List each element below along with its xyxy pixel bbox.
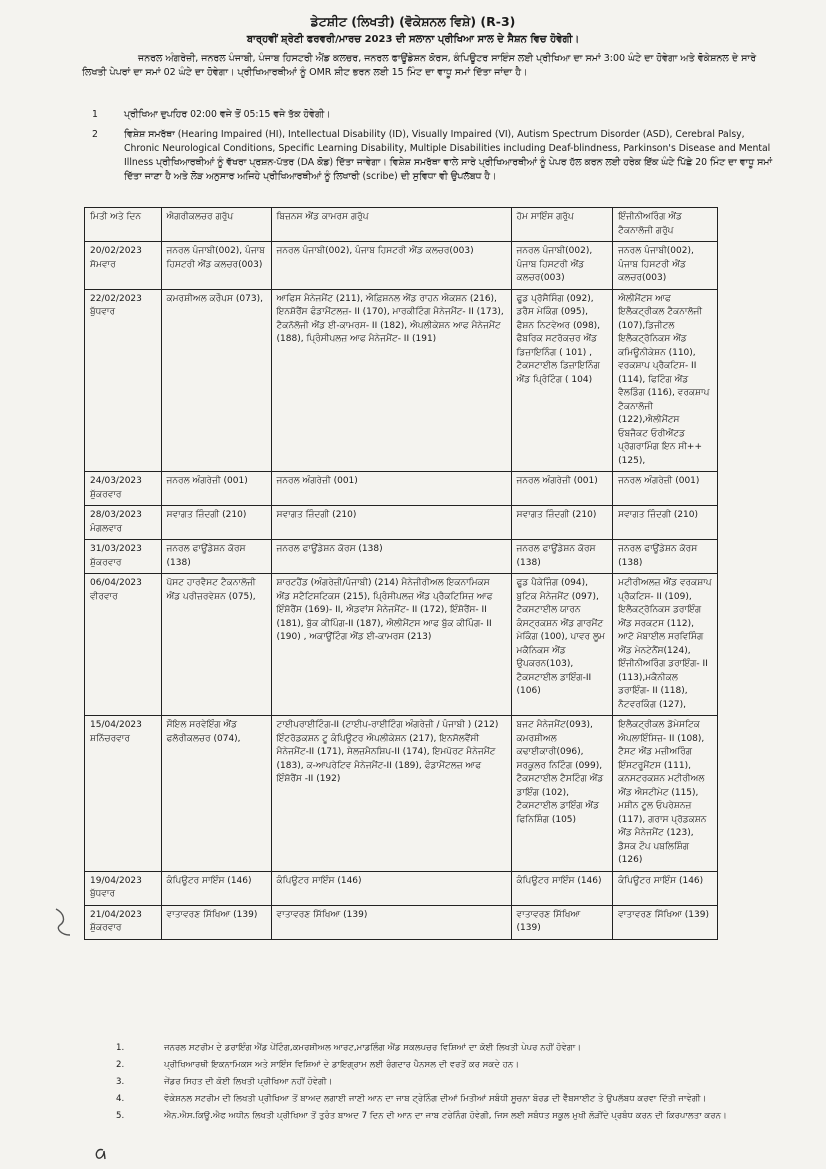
agriculture-cell: ਵਾਤਾਵਰਣ ਸਿੱਖਿਆ (139) bbox=[161, 905, 271, 939]
engineering-technology-cell: ਐਲੀਮੈਂਟਸ ਆਫ ਇਲੈਕਟ੍ਰੀਕਲ ਟੈਕਨਾਲੋਜੀ (107),ਡਿਜੀਟਲ ਇਲੈਕਟ੍ਰੋਨਿਕਸ ਐਂਡ ਕਮਿਊਨੀਕੇਸ਼ਨ (110), ਵਰਕਸ਼ਾਪ ਪ੍ਰੈਕਟਿਸ- II (114), ਫਿਟਿੰਗ ਐਂਡ ਵੈਲਡਿੰਗ (116), ਵਰਕਸ਼ਾਪ ਟੈਕਨਾਲੋਜੀ (122),ਐਲੀਮੈਂਟਸ ਓਬਜੈਕਟ ਓਰੀਐਂਟਡ ਪ੍ਰੋਗਰਾਮਿੰਗ ਇਨ ਸੀ++ (125), bbox=[613, 289, 718, 472]
header-home-science: ਹੋਮ ਸਾਇੰਸ ਗਰੁੱਪ bbox=[511, 208, 613, 242]
note-text: ਪ੍ਰੀਖਿਆ ਦੁਪਹਿਰ 02:00 ਵਜੇ ਤੋਂ 05:15 ਵਜੇ ਤੱਕ ਹੋਵੇਗੀ। bbox=[124, 109, 331, 120]
home-science-cell: ਫੂਡ ਪ੍ਰੋਸੈਸਿੰਗ (092), ਡਰੈਸ ਮੇਕਿੰਗ (095), ਫੈਸ਼ਨ ਨਿਟਵੇਅਰ (098), ਫੈਬਰਿਕ ਸਟਰੱਕਚਰ ਐਂਡ ਡਿਜ਼ਾਇਨਿੰਗ ( 101) , ਟੈਕਸਟਾਈਲ ਡਿਜ਼ਾਇਨਿੰਗ ਐਂਡ ਪ੍ਰਿੰਟਿੰਗ ( 104) bbox=[511, 289, 613, 472]
bottom-notes bbox=[80, 1042, 770, 1127]
table-row bbox=[85, 472, 718, 506]
header-business-commerce: ਬਿਜ਼ਨਸ ਐਂਡ ਕਾਮਰਸ ਗਰੁੱਪ bbox=[271, 208, 511, 242]
header-agriculture: ਐਗਰੀਕਲਚਰ ਗਰੁੱਪ bbox=[161, 208, 271, 242]
header-date: ਮਿਤੀ ਅਤੇ ਦਿਨ bbox=[85, 208, 162, 242]
intro-paragraph: ਜਨਰਲ ਅੰਗਰੇਜ਼ੀ, ਜਨਰਲ ਪੰਜਾਬੀ, ਪੰਜਾਬ ਹਿਸਟਰੀ ਐਂਡ ਕਲਚਰ, ਜਨਰਲ ਫਾਊਂਡੇਸ਼ਨ ਕੋਰਸ, ਕੰਪਿਊਟਰ ਸਾਇੰਸ ਲਈ ਪ੍ਰੀਖਿਆ ਦਾ ਸਮਾਂ 3:00 ਘੰਟੇ ਦਾ ਹੋਵੇਗਾ ਅਤੇ ਵੋਕੇਸ਼ਨਲ ਦੇ ਸਾਰੇ ਲਿਖਤੀ ਪੇਪਰਾਂ ਦਾ ਸਮਾਂ 02 ਘੰਟੇ ਦਾ ਹੋਵੇਗਾ। ਪ੍ਰੀਖਿਆਰਥੀਆਂ ਨੂੰ OMR ਸ਼ੀਟ ਭਰਨ ਲਈ 15 ਮਿੰਟ ਦਾ ਵਾਧੂ ਸਮਾਂ ਦਿੱਤਾ ਜਾਂਦਾ ਹੈ। bbox=[82, 53, 757, 78]
note-text: ਜੇਂਡਰ ਸਿਹਤ ਦੀ ਕੋਈ ਲਿਖਤੀ ਪ੍ਰੀਖਿਆ ਨਹੀਂ ਹੋਵੇਗੀ। bbox=[164, 1077, 333, 1087]
top-note bbox=[82, 108, 782, 122]
engineering-technology-cell: ਕੰਪਿਊਟਰ ਸਾਇੰਸ (146) bbox=[613, 871, 718, 905]
note-number: 2. bbox=[116, 1060, 125, 1070]
table-header-row bbox=[85, 208, 718, 242]
business-commerce-cell: ਕੰਪਿਊਟਰ ਸਾਇੰਸ (146) bbox=[271, 871, 511, 905]
bottom-note bbox=[80, 1110, 770, 1123]
home-science-cell: ਕੰਪਿਊਟਰ ਸਾਇੰਸ (146) bbox=[511, 871, 613, 905]
business-commerce-cell: ਆਫਿਸ ਮੈਨੇਜਮੈਂਟ (211), ਐਫ਼ਿਸ਼ਨਲ ਐਂਡ ਰਾਹਨ ਐਕਸ਼ਨ (216), ਇਨਸ਼ੋਰੈਂਸ ਫੰਡਾਮੈਂਟਲਜ਼- II (170), ਮਾਰਕੀਟਿੰਗ ਮੈਨੇਜਮੈਂਟ- II (173), ਟੈਕਨੋਲੋਜੀ ਐਂਡ ਈ-ਕਾਮਰਸ- II (182), ਐਪਲੀਕੇਸ਼ਨ ਆਫ ਮੈਨੇਜਮੈਂਟ (188), ਪ੍ਰਿੰਸੀਪਲਜ਼ ਆਫ ਮੈਨੇਜਮੈਂਟ- II (191) bbox=[271, 289, 511, 472]
bottom-note bbox=[80, 1093, 770, 1106]
note-text: ਪ੍ਰੀਖਿਆਰਥੀ ਇਕਨਾਮਿਕਸ ਅਤੇ ਸਾਇੰਸ ਵਿਸ਼ਿਆਂ ਦੇ ਡਾਇਗ੍ਰਾਮ ਲਈ ਰੰਗਦਾਰ ਪੈਨਸਲ ਦੀ ਵਰਤੋਂ ਕਰ ਸਕਦੇ ਹਨ। bbox=[164, 1060, 520, 1070]
agriculture-cell: ਸਵਾਗਤ ਜ਼ਿੰਦਗੀ (210) bbox=[161, 506, 271, 540]
agriculture-cell: ਜਨਰਲ ਫਾਊਂਡੇਸ਼ਨ ਕੋਰਸ (138) bbox=[161, 540, 271, 574]
agriculture-cell: ਜਨਰਲ ਪੰਜਾਬੀ(002), ਪੰਜਾਬ ਹਿਸਟਰੀ ਐਂਡ ਕਲਚਰ(003) bbox=[161, 242, 271, 290]
note-text: ਵੋਕੇਸ਼ਨਲ ਸਟਰੀਮ ਦੀ ਲਿਖਤੀ ਪ੍ਰੀਖਿਆ ਤੋਂ ਬਾਅਦ ਲਗਾਈ ਜਾਣੀ ਆਨ ਦਾ ਜਾਬ ਟ੍ਰੇਨਿੰਗ ਦੀਆਂ ਮਿਤੀਆਂ ਸਬੰਧੀ ਸੂਚਨਾ ਬੋਰਡ ਦੀ ਵੈੱਬਸਾਈਟ ਤੇ ਉਪਲੱਬਧ ਕਰਵਾ ਦਿੱਤੀ ਜਾਵੇਗੀ। bbox=[164, 1094, 707, 1104]
agriculture-cell: ਕਮਰਸ਼ੀਅਲ ਕਰੌਪਸ (073), bbox=[161, 289, 271, 472]
business-commerce-cell: ਜਨਰਲ ਅੰਗਰੇਜ਼ੀ (001) bbox=[271, 472, 511, 506]
top-notes bbox=[82, 108, 782, 190]
table-row bbox=[85, 871, 718, 905]
date-cell: 19/04/2023 ਬੁੱਧਵਾਰ bbox=[85, 871, 162, 905]
home-science-cell: ਜਨਰਲ ਫਾਊਂਡੇਸ਼ਨ ਕੋਰਸ (138) bbox=[511, 540, 613, 574]
agriculture-cell: ਪੋਸਟ ਹਾਰਵੈਸਟ ਟੈਕਨਾਲੋਜੀ ਐਂਡ ਪਰੀਜ਼ਰਵੇਸ਼ਨ (075), bbox=[161, 574, 271, 716]
note-text: ਐਨ.ਐਸ.ਕਿਊ.ਐਫ ਅਧੀਨ ਲਿਖਤੀ ਪ੍ਰੀਖਿਆ ਤੋਂ ਤੁਰੰਤ ਬਾਅਦ 7 ਦਿਨ ਦੀ ਆਨ ਦਾ ਜਾਬ ਟਰੇਨਿੰਗ ਹੋਵੇਗੀ, ਜਿਸ ਲਈ ਸਬੰਧਤ ਸਕੂਲ ਮੁਖੀ ਲੋੜੀਂਦੇ ਪ੍ਰਬੰਧ ਕਰਨ ਦੀ ਕਿਰਪਾਲਤਾ ਕਰਨ। bbox=[164, 1111, 727, 1121]
note-text: ਜਨਰਲ ਸਟਰੀਮ ਦੇ ਡਰਾਇੰਗ ਐਂਡ ਪੇਂਟਿੰਗ,ਕਮਰਸ਼ੀਅਲ ਆਰਟ,ਮਾਡਲਿੰਗ ਐਂਡ ਸਕਲਪਚਰ ਵਿਸ਼ਿਆਂ ਦਾ ਕੋਈ ਲਿਖਤੀ ਪੇਪਰ ਨਹੀਂ ਹੋਵੇਗਾ। bbox=[164, 1043, 582, 1053]
home-science-cell: ਵਾਤਾਵਰਣ ਸਿੱਖਿਆ (139) bbox=[511, 905, 613, 939]
business-commerce-cell: ਸ਼ਾਰਟਹੈਂਡ (ਅੰਗਰੇਜ਼ੀ/ਪੰਜਾਬੀ) (214) ਮੈਨੇਜੀਰੀਅਲ ਇਕਨਾਮਿਕਸ ਐਂਡ ਸਟੈਟਿਸਟਿਕਸ (215), ਪ੍ਰਿੰਸੀਪਲਜ਼ ਐਂਡ ਪ੍ਰੈਕਟਿਸਿਜ਼ ਆਫ ਇੰਸ਼ੋਰੈਂਸ (169)- II, ਐਡਵਾਂਸ ਮੈਨੇਜਮੈਂਟ- II (172), ਇੰਸ਼ੋਰੈਂਸ- II (181), ਬੁੱਕ ਕੀਪਿੰਗ-II (187), ਐਲੀਮੈਂਟਸ ਆਫ ਬੁੱਕ ਕੀਪਿੰਗ- II (190) , ਅਕਾਊਂਟਿੰਗ ਐਂਡ ਈ-ਕਾਮਰਸ (213) bbox=[271, 574, 511, 716]
date-cell: 24/03/2023 ਸ਼ੁੱਕਰਵਾਰ bbox=[85, 472, 162, 506]
business-commerce-cell: ਸਵਾਗਤ ਜ਼ਿੰਦਗੀ (210) bbox=[271, 506, 511, 540]
engineering-technology-cell: ਜਨਰਲ ਫਾਊਂਡੇਸ਼ਨ ਕੋਰਸ (138) bbox=[613, 540, 718, 574]
table-row bbox=[85, 506, 718, 540]
date-cell: 15/04/2023 ਸ਼ਨਿੱਚਰਵਾਰ bbox=[85, 716, 162, 872]
engineering-technology-cell: ਮਟੀਰੀਅਲਜ਼ ਐਂਡ ਵਰਕਸ਼ਾਪ ਪ੍ਰੈਕਟਿਸ- II (109), ਇਲੈਕਟ੍ਰੋਨਿਕਸ ਡਰਾਇੰਗ ਐਂਡ ਸਰਕਟਸ (112), ਆਟੋ ਮੋਬਾਈਲ ਸਰਵਿਸਿੰਗ ਐਂਡ ਮੇਨਟੇਨੈਂਸ(124), ਇੰਜੀਨੀਅਰਿੰਗ ਡਰਾਇੰਗ- II (113),ਮਕੈਨੀਕਲ ਡਰਾਇੰਗ- II (118), ਨੈਟਵਰਕਿੰਗ (127), bbox=[613, 574, 718, 716]
handwritten-initial-mark bbox=[92, 1145, 108, 1161]
business-commerce-cell: ਟਾਈਪਰਾਈਟਿੰਗ-II (ਟਾਈਪ-ਰਾਈਟਿੰਗ ਅੰਗਰੇਜ਼ੀ / ਪੰਜਾਬੀ ) (212) ਇੰਟਰੋਡਕਸ਼ਨ ਟੂ ਕੰਪਿਊਟਰ ਐਪਲੀਕੇਸ਼ਨ (217), ਇਨਸੋਲਵੈਂਸੀ ਮੈਨੇਜਮੈਂਟ-II (171), ਸੇਲਜ਼ਮੈਨਸ਼ਿਪ-II (174), ਇਮਪੋਰਟ ਮੈਨੇਜਮੈਂਟ (183), ਕ-ਆਪਰੇਟਿਵ ਮੈਨੇਜਮੈਂਟ-II (189), ਫੰਡਾਮੈਂਟਲਜ਼ ਆਫ ਇੰਸ਼ੋਰੈਂਸ -II (192) bbox=[271, 716, 511, 872]
date-cell: 21/04/2023 ਸ਼ੁੱਕਰਵਾਰ bbox=[85, 905, 162, 939]
engineering-technology-cell: ਵਾਤਾਵਰਣ ਸਿੱਖਿਆ (139) bbox=[613, 905, 718, 939]
agriculture-cell: ਜਨਰਲ ਅੰਗਰੇਜ਼ੀ (001) bbox=[161, 472, 271, 506]
home-science-cell: ਫੂਡ ਪੈਕੇਜਿੰਗ (094), ਬੁਟਿਕ ਮੈਨੇਜਮੈਂਟ (097), ਟੈਕਸਟਾਈਲ ਯਾਰਨ ਕੰਸਟ੍ਰਕਸ਼ਨ ਐਂਡ ਗਾਰਮੈਂਟ ਮੇਕਿੰਗ (100), ਪਾਵਰ ਲੂਮ ਮਕੈਨਿਕਸ ਐਂਡ ਉਪਕਰਨ(103), ਟੈਕਸਟਾਈਲ ਡਾਇੰਗ-II (106) bbox=[511, 574, 613, 716]
note-number: 5. bbox=[116, 1111, 125, 1121]
date-cell: 06/04/2023 ਵੀਰਵਾਰ bbox=[85, 574, 162, 716]
note-number: 4. bbox=[116, 1094, 125, 1104]
agriculture-cell: ਕੰਪਿਊਟਰ ਸਾਇੰਸ (146) bbox=[161, 871, 271, 905]
note-number: 1. bbox=[116, 1043, 125, 1053]
table-row bbox=[85, 242, 718, 290]
date-cell: 28/03/2023 ਮੰਗਲਵਾਰ bbox=[85, 506, 162, 540]
engineering-technology-cell: ਇਲੈਕਟ੍ਰੀਕਲ ਡੋਮੇਸਟਿਕ ਐਪਲਾਇੰਸਿਜ਼- II (108), ਟੈਸਟ ਐਂਡ ਮਜ਼ੀਅਰਿੰਗ ਇੰਸਟਰੂਮੈਂਟਸ (111), ਕਨਸਟਰਕਸ਼ਨ ਮਟੀਰੀਅਲ ਐਂਡ ਐਸਟੀਮੇਟ (115), ਮਸ਼ੀਨ ਟੂਲ ਓਪਰੇਸ਼ਨਜ਼ (117), ਗਰਾਸ ਪ੍ਰੋਡਕਸ਼ਨ ਐਂਡ ਮੈਨੇਜਮੈਂਟ (123), ਡੈਸਕ ਟੌਪ ਪਬਲਿਸ਼ਿੰਗ (126) bbox=[613, 716, 718, 872]
agriculture-cell: ਸੌਇਲ ਸਰਵੇਇੰਗ ਐਂਡ ਫਲੋਰੀਕਲਚਰ (074), bbox=[161, 716, 271, 872]
date-cell: 31/03/2023 ਸ਼ੁੱਕਰਵਾਰ bbox=[85, 540, 162, 574]
home-science-cell: ਜਨਰਲ ਅੰਗਰੇਜ਼ੀ (001) bbox=[511, 472, 613, 506]
note-number: 3. bbox=[116, 1077, 125, 1087]
table-body bbox=[85, 242, 718, 940]
top-note bbox=[82, 128, 782, 184]
note-number: 1 bbox=[92, 109, 98, 120]
date-cell: 22/02/2023 ਬੁੱਧਵਾਰ bbox=[85, 289, 162, 472]
business-commerce-cell: ਵਾਤਾਵਰਣ ਸਿੱਖਿਆ (139) bbox=[271, 905, 511, 939]
datesheet-table bbox=[84, 207, 718, 940]
engineering-technology-cell: ਸਵਾਗਤ ਜ਼ਿੰਦਗੀ (210) bbox=[613, 506, 718, 540]
home-science-cell: ਜਨਰਲ ਪੰਜਾਬੀ(002), ਪੰਜਾਬ ਹਿਸਟਰੀ ਐਂਡ ਕਲਚਰ(003) bbox=[511, 242, 613, 290]
bottom-note bbox=[80, 1059, 770, 1072]
table-row bbox=[85, 574, 718, 716]
business-commerce-cell: ਜਨਰਲ ਪੰਜਾਬੀ(002), ਪੰਜਾਬ ਹਿਸਟਰੀ ਐਂਡ ਕਲਚਰ(003) bbox=[271, 242, 511, 290]
table-row bbox=[85, 289, 718, 472]
table-row bbox=[85, 540, 718, 574]
engineering-technology-cell: ਜਨਰਲ ਅੰਗਰੇਜ਼ੀ (001) bbox=[613, 472, 718, 506]
bottom-note bbox=[80, 1076, 770, 1089]
date-cell: 20/02/2023 ਸੋਮਵਾਰ bbox=[85, 242, 162, 290]
header-engineering-technology: ਇੰਜੀਨੀਅਰਿੰਗ ਐਂਡ ਟੈਕਨਾਲੋਜੀ ਗਰੁੱਪ bbox=[613, 208, 718, 242]
table-row bbox=[85, 905, 718, 939]
business-commerce-cell: ਜਨਰਲ ਫਾਊਂਡੇਸ਼ਨ ਕੋਰਸ (138) bbox=[271, 540, 511, 574]
engineering-technology-cell: ਜਨਰਲ ਪੰਜਾਬੀ(002), ਪੰਜਾਬ ਹਿਸਟਰੀ ਐਂਡ ਕਲਚਰ(003) bbox=[613, 242, 718, 290]
bottom-note bbox=[80, 1042, 770, 1055]
home-science-cell: ਸਵਾਗਤ ਜ਼ਿੰਦਗੀ (210) bbox=[511, 506, 613, 540]
document-title: ਡੇਟਸ਼ੀਟ (ਲਿਖਤੀ) (ਵੋਕੇਸ਼ਨਲ ਵਿਸ਼ੇ) (R-3) bbox=[310, 14, 516, 29]
handwritten-margin-mark bbox=[52, 905, 74, 939]
home-science-cell: ਬਜਟ ਮੈਨੇਜਮੈਂਟ(093), ਕਮਰਸ਼ੀਅਲ ਕਢਾਈਕਾਰੀ(096), ਸਰਕੂਲਰ ਨਿਟਿੰਗ (099), ਟੈਕਸਟਾਈਲ ਟੈਸਟਿੰਗ ਐਂਡ ਡਾਇੰਗ (102), ਟੈਕਸਟਾਈਲ ਡਾਇੰਗ ਐਂਡ ਫਿਨਿਸ਼ਿੰਗ (105) bbox=[511, 716, 613, 872]
note-number: 2 bbox=[92, 129, 98, 140]
note-text: ਵਿਸ਼ੇਸ਼ ਸਮਰੱਥਾ (Hearing Impaired (HI), Intellectual Disability (ID), Visually Impaired (VI), Autism Spectrum Disorder (ASD), Cerebral Palsy, Chronic Neurological Conditions, Specific Learning Disability, Multiple Disabilities including Deaf-blindness, Parkinson's Disease and Mental Illness ਪ੍ਰੀਖਿਆਰਥੀਆਂ ਨੂੰ ਵੱਖਰਾ ਪ੍ਰਸ਼ਨ-ਪੱਤਰ (DA ਕੋਡ) ਦਿੱਤਾ ਜਾਵੇਗਾ। ਵਿਸ਼ੇਸ਼ ਸਮਰੱਥਾ ਵਾਲੇ ਸਾਰੇ ਪ੍ਰੀਖਿਆਰਥੀਆਂ ਨੂੰ ਪੇਪਰ ਹੱਲ ਕਰਨ ਲਈ ਹਰੇਕ ਇੱਕ ਘੰਟੇ ਪਿੱਛੇ 20 ਮਿੰਟ ਦਾ ਵਾਧੂ ਸਮਾਂ ਦਿੱਤਾ ਜਾਣਾ ਹੈ ਅਤੇ ਲੋੜ ਅਨੁਸਾਰ ਅਜਿਹੇ ਪ੍ਰੀਖਿਆਰਥੀਆਂ ਨੂੰ ਲਿਖਾਰੀ (scribe) ਦੀ ਸੁਵਿਧਾ ਵੀ ਉਪਲੱਬਧ ਹੈ। bbox=[124, 129, 773, 182]
document-subtitle: ਬਾਰ੍ਹਵੀਂ ਸ਼੍ਰੇਣੀ ਫਰਵਰੀ/ਮਾਰਚ 2023 ਦੀ ਸਲਾਨਾ ਪ੍ਰੀਖਿਆ ਸਾਲ ਦੇ ਸੈਸ਼ਨ ਵਿਚ ਹੋਵੇਗੀ। bbox=[246, 34, 580, 45]
table-row bbox=[85, 716, 718, 872]
